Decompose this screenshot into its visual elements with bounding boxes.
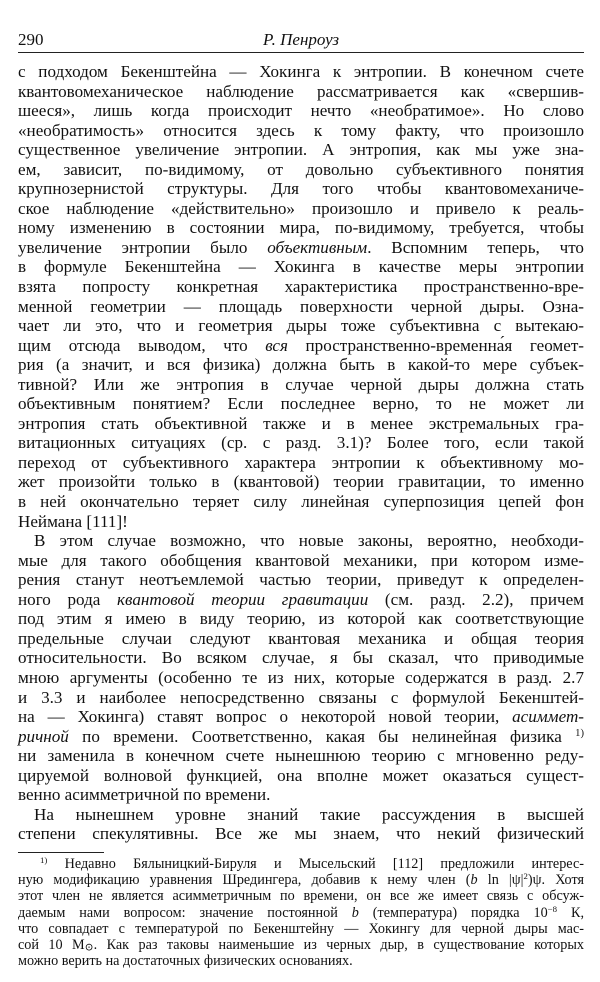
text-line: в формуле Бекенштейна — Хокинга в качестве меры энтропии	[18, 257, 584, 277]
text-line: мною аргументы (особенно те из них, которые содержатся в разд. 2.7	[18, 667, 584, 687]
emphasis: ричной	[18, 726, 69, 746]
sun-symbol: ⊙	[84, 942, 94, 954]
text-line: и 3.3 и наиболее непосредственно связаны с формулой Бекенштей-	[18, 687, 584, 707]
text-line: чает ли это, что и геометрия дыры тоже субъективна с вытекаю-	[18, 316, 584, 336]
page-number: 290	[18, 30, 44, 49]
text-line: ское наблюдение «действительно» произошло и привело к реаль-	[18, 198, 584, 218]
text-line: переход от субъективного характера энтропии к объективному мо-	[18, 452, 584, 472]
text-line: с подходом Бекенштейна — Хокинга к энтропии. В конечном счете	[18, 62, 584, 81]
emphasis: объективным	[267, 237, 368, 257]
running-head: Р. Пенроуз	[262, 30, 340, 49]
text-line: что совпадает с температурой по Бекенштейну — Хокингу для черной дыры мас-	[18, 920, 584, 937]
emphasis: вся	[265, 335, 288, 355]
text-line: витационных ситуациях (ср. с разд. 3.1)? Более того, если такой	[18, 433, 584, 453]
text-line: объективным понятием? Если последнее верно, то не может ли	[18, 394, 584, 414]
exponent: 2	[523, 871, 528, 882]
emphasis: асиммет-	[512, 707, 584, 727]
text-line: можно верить на достаточных физических основаниях.	[18, 953, 353, 970]
text-line: энтропия стать объективной также и в менее экстремальных гра-	[18, 413, 584, 433]
text-line: жет произойти только в (квантовой) теории гравитации, то именно	[18, 472, 584, 492]
text-line: ричной по времени. Соответственно, какая бы нелинейная физика $^{1)}$	[18, 726, 584, 746]
exponent: −8	[547, 903, 558, 914]
text-line: менной геометрии — площадь поверхности черной дыры. Озна-	[18, 296, 584, 316]
text-line: венно асимметричной по времени.	[18, 785, 271, 805]
text-line: ем, зависит, по-видимому, от довольно субъективного понятия	[18, 159, 584, 179]
text-line: На нынешнем уровне знаний такие рассуждения в высшей	[34, 804, 584, 824]
text-line: даемым нами вопросом: значение постоянной b (температура) порядка $10^{-8}$ К,	[18, 903, 584, 921]
text-line: взята попросту конкретная характеристика пространственно-вре-	[18, 277, 584, 297]
text-line: предельные случаи следуют квантовая механика и общая теория	[18, 628, 584, 648]
text-line: $^{1)}$ Недавно Бялыницкий-Бируля и Мысельский [112] предложили интерес-	[40, 855, 584, 872]
math-variable: b	[351, 904, 359, 921]
text-line: ную модификацию уравнения Шредингера, добавив к нему член (b $\ln |\psi|^2)\psi$. Хотя	[18, 871, 584, 889]
text-line: относительности. Во всяком случае, я бы сказал, что приводимые	[18, 648, 584, 668]
page-header	[18, 28, 584, 53]
text-line: этот член не является асимметричным по времени, он все же имеет связь с обсуж-	[18, 888, 584, 905]
text-line: существенное увеличение энтропии. А энтропия, как мы уже зна-	[18, 140, 584, 160]
footnote	[18, 856, 584, 969]
text-line: сой 10 M⊙. Как раз таковы наименьшие из черных дыр, в существование которых	[18, 936, 584, 954]
text-line: увеличение энтропии было объективным. Вспомним теперь, что	[18, 237, 584, 257]
text-line: ного рода квантовой теории гравитации (см. разд. 2.2), причем	[18, 589, 584, 609]
emphasis: квантовой теории гравитации	[117, 589, 369, 609]
paragraph	[18, 805, 584, 844]
paragraph	[18, 62, 584, 531]
text-line: под этим я имею в виду теорию, из которой как соответствующие	[18, 609, 584, 629]
paragraph	[18, 531, 584, 805]
text-line: ному изменению в состоянии мира, по-видимому, требуется, чтобы	[18, 218, 584, 238]
text-line: рия (а значит, и вся физика) должна быть в какой-то мере субъек-	[18, 355, 584, 375]
text-line: в ней окончательно теряет силу линейная суперпозиция цепей фон	[18, 492, 584, 512]
text-line: степени спекулятивны. Все же мы знаем, что некий физический	[18, 824, 584, 844]
text-line: тивной? Или же энтропия в случае черной дыры должна стать	[18, 374, 584, 394]
footnote-marker: 1)	[575, 727, 584, 739]
text-line: рения станут неотъемлемой частью теории, приведут к определен-	[18, 570, 584, 590]
text-line: на — Хокинга) ставят вопрос о некоторой новой теории, асиммет-	[18, 707, 584, 727]
text-line: Неймана [111]!	[18, 511, 128, 531]
text-line: шееся», лишь когда происходит нечто «необратимое». Но слово	[18, 101, 584, 121]
text-line: В этом случае возможно, что новые законы, вероятно, необходи-	[34, 531, 584, 551]
text-line: ни заменила в конечном счете нынешнюю теорию с мгновенно реду-	[18, 746, 584, 766]
text-line: крупнозернистой структуры. Для того чтобы квантовомеханиче-	[18, 179, 584, 199]
footnote-marker: 1)	[40, 855, 48, 866]
footnote-divider	[18, 852, 104, 853]
text-line: «необратимость» относится здесь к тому факту, что произошло	[18, 120, 584, 140]
text-line: щим отсюда выводом, что вся пространственно-временна́я геомет-	[18, 335, 584, 355]
text-line: мые для такого обобщения квантовой механики, при котором изме-	[18, 550, 584, 570]
body-text	[18, 62, 584, 844]
math-variable: b	[470, 872, 478, 889]
text-line: цируемой волновой функцией, она вполне может оказаться сущест-	[18, 765, 584, 785]
text-line: квантовомеханическое наблюдение рассматривается как «свершив-	[18, 81, 584, 101]
